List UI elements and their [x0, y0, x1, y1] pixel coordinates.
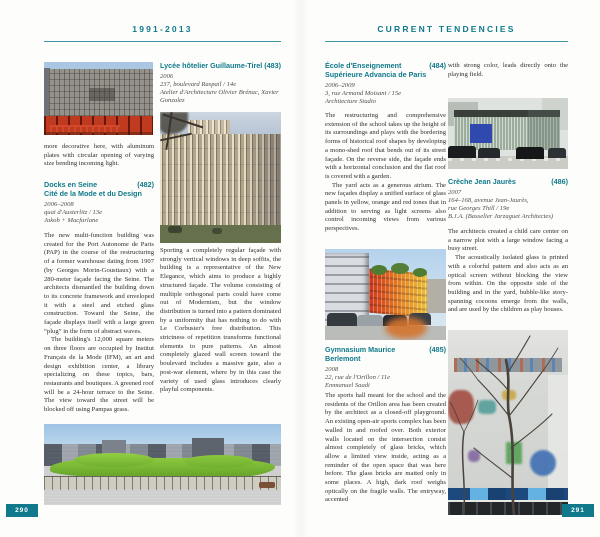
- shrub-shape: [212, 228, 222, 234]
- background-building-layer: [425, 279, 446, 313]
- side-facade-shading: [528, 110, 560, 150]
- left-page-header: 1991-2013: [132, 24, 193, 34]
- shrub-shape: [168, 226, 182, 233]
- dark-window-patch: [89, 88, 115, 101]
- entry-485-body: [325, 392, 446, 505]
- parked-car-shape: [357, 315, 383, 326]
- entry-485-architect: Emmanuel Saadi: [325, 382, 370, 389]
- docks-en-seine-photo: [44, 424, 281, 505]
- entry-482-subtitle: Cité de la Mode et du Design: [44, 188, 142, 198]
- entry-482-number: (482): [137, 180, 154, 189]
- entry-485-address: 22, rue de l'Orillon / 11e: [325, 373, 391, 381]
- right-header-rule: [325, 41, 568, 42]
- entry-482-body: [44, 232, 154, 415]
- entry-484-paragraph-1: The restructuring and comprehensive extension of the school takes up the height of its surroundings and plays with the bordering forms of historical roof shapes by developing a mono-shed roof that bends out of its street façade. On the reverse side, the façade ends with a horizontal conclusion and the flat roof is covered with a garden.: [325, 112, 446, 180]
- facade-shading-layer: [160, 134, 281, 229]
- entry-483-years: 2006: [160, 72, 174, 80]
- continuation-text: more decorative here, with aluminum plates with circular opening of varying size bending incoming light.: [44, 143, 154, 168]
- entry-483-title: Lycée hôtelier Guillaume-Tirel: [160, 61, 263, 70]
- entry-482-years: 2006–2008: [44, 200, 74, 208]
- roof-tree-shape: [413, 268, 427, 277]
- roof-tree-shape: [391, 263, 409, 274]
- page-gutter: [293, 0, 309, 537]
- entry-486-paragraph-1: The architects created a child care center on a narrow plot with a large window facing a busy street.: [448, 228, 568, 253]
- bare-tree-branches-graphic: [448, 330, 568, 515]
- gymnasium-berlemont-photo: [448, 98, 568, 169]
- entry-485-title: Gymnasium Maurice: [325, 345, 396, 354]
- blurred-car-foreground: [385, 317, 427, 339]
- lycee-hotelier-photo: [160, 112, 281, 243]
- entry-484-architect: Architecture Studio: [325, 98, 376, 105]
- entry-485-subtitle: Berlemont: [325, 353, 361, 363]
- entry-486-heading: [448, 178, 568, 222]
- entry-484-title: École d'Enseignement: [325, 61, 402, 70]
- entry-483-address: 237, boulevard Raspail / 14e: [160, 81, 237, 88]
- entry-484-body: [325, 112, 446, 234]
- entry-482-address: quai d'Austerlitz / 13e: [44, 208, 103, 216]
- green-wave-crest: [184, 455, 254, 468]
- entry-485-years: 2008: [325, 365, 339, 373]
- entry-484-address: 3, rue Armand Moisant / 15e: [325, 89, 402, 97]
- entry-483-architect: Atelier d'Architecture Olivier Brénac, Xavier Gonzalez: [160, 89, 279, 105]
- entry-486-body: [448, 228, 568, 315]
- entry-483-paragraph-1: Sporting a completely regular façade with strongly vertical windows in deep soffits, the building is a representative of the New Elegance, which aims to produce a highly structured façade. The volume consisting of multiple orthogonal parts could have come out of Modernism, but the window distribution is turned into a pattern dominated by a uniformity that has nothing to do with Le Corbusier's free distribution. This strictness of repetition transforms functional elements to pure patterns. An almost completely glazed wall screen toward the boulevard includes a massive gate, also a post-war element, where by in this case the variety of used glass introduces clearly playful components.: [160, 247, 281, 394]
- entry-482-architect: Jakob + Macfarlane: [44, 217, 99, 224]
- entry-486-years: 2007: [448, 188, 462, 196]
- ground-shadow-layer: [44, 132, 153, 135]
- entry-483-number: (483): [264, 61, 281, 70]
- page-number-badge-right: 291: [562, 504, 594, 517]
- right-page-header: CURRENT TENDENCIES: [377, 24, 516, 34]
- river-water-layer: [44, 488, 281, 505]
- crosswalk-stripes: [448, 158, 568, 161]
- entry-484-years: 2006–2009: [325, 81, 355, 89]
- entry-485-continuation-text: with strong color, leads directly onto the playing field.: [448, 62, 568, 78]
- entry-484-heading: [325, 62, 446, 106]
- blue-box-shape: [470, 124, 492, 143]
- continuation-paragraph: [44, 143, 154, 169]
- entry-482-heading: [44, 181, 154, 225]
- roof-tree-shape: [371, 265, 387, 275]
- entry-486-paragraph-2: The acoustically isolated glass is printed with a colorful pattern and also acts as an optical screen without blocking the view from within. On the opposite side of the building and in the yard, bubble-like story-spanning cocoons emerge from the walls, and are used by the children as play houses.: [448, 254, 568, 314]
- parked-car-shape: [548, 148, 566, 158]
- parked-car-shape: [448, 146, 476, 158]
- entry-486-architect: B.J.A. (Basselier Jarzaguet Architectes): [448, 213, 554, 221]
- parked-car-shape: [478, 148, 500, 158]
- entry-484-paragraph-2: The yard acts as a generous atrium. The new façades display a unified surface of glass panels in yellow, orange and red tones that in addition to serving as light screens also control incoming views from various perspectives.: [325, 181, 446, 233]
- page-number-badge-left: 290: [6, 504, 38, 517]
- green-wave-crest: [74, 453, 154, 467]
- entry-483-body: [160, 247, 281, 395]
- parked-car-shape: [327, 313, 357, 326]
- creche-jean-jaures-photo: [448, 330, 568, 515]
- entry-485-heading: [325, 346, 446, 390]
- entry-482-title: Docks en Seine: [44, 180, 98, 189]
- entry-482-paragraph-2: The building's 12,000 square meters on three floors are occupied by Institut Français de la Mode (IFM), an art and design exhibition center, a library specializing on these topics, bars, restaurants and boutiques. A greened roof will be a 24-hour terrace to the Seine. The view toward the street will be blocked off using Pampas grass.: [44, 336, 154, 414]
- left-header-rule: [44, 41, 281, 42]
- entry-485-paragraph-1: The sports hall meant for the school and the residents of the Orillon area has been created by the architect as a closed-off playground. An existing open-air sports complex has been walled in and roofed over. Both exterior walls located on the intersection consist almost completely of glass bricks, which allow a limited view inside, acting as a reminder of the open space that was here before. The glass bricks are matted only in some places. A high, dark roof weighs optically on the fragile walls. The entryway, accented: [325, 392, 446, 504]
- entry-482-paragraph-1: The new multi-function building was created for the Port Autonome de Paris (PAP) in the course of the restructuring of a former warehouse dating from 1907 (by Georges Morin-Goustiaux) with a 280-meter façade facing the Seine. The architects dismantled the building down to its concrete framework and enveloped it with a steel and etched glass construction. Toward the Seine, the façade displays itself with a large green “plug” in the form of abstract waves.: [44, 232, 154, 335]
- red-building-photo: [44, 62, 153, 135]
- entry-486-address-2: rue Georges Thill / 19e: [448, 205, 510, 213]
- entry-485-continuation: [448, 62, 568, 79]
- entry-484-number: (484): [429, 61, 446, 70]
- entry-486-address: 164–168, avenue Jean-Jaurès,: [448, 197, 529, 204]
- entry-485-number: (485): [429, 345, 446, 354]
- entry-486-title: Crèche Jean Jaurès: [448, 177, 516, 186]
- advancia-school-photo: [325, 249, 446, 340]
- parked-car-shape: [516, 147, 544, 159]
- entry-484-subtitle: Supérieure Advancia de Paris: [325, 69, 427, 79]
- entry-486-number: (486): [551, 177, 568, 186]
- entry-483-heading: [160, 62, 281, 106]
